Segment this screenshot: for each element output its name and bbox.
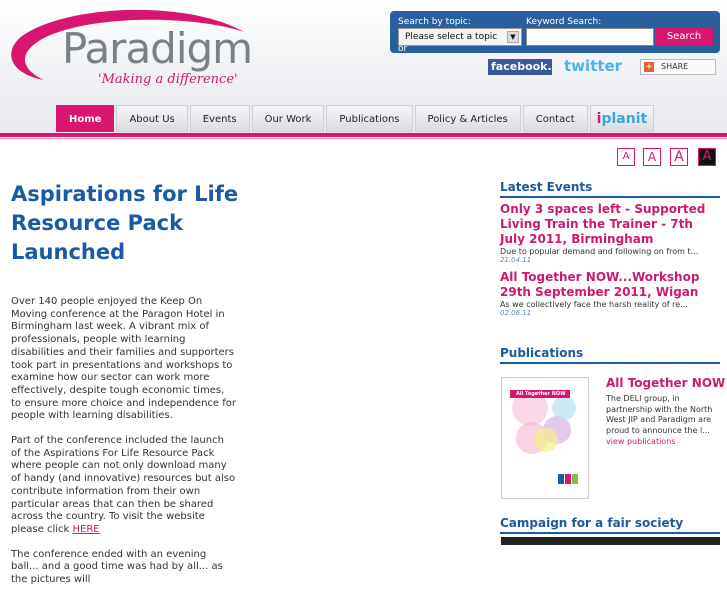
keyword-search-label: Keyword Search: <box>526 17 602 27</box>
search-panel <box>390 11 720 53</box>
plus-icon: + <box>645 62 653 72</box>
event-desc-1: Due to popular demand and following on from t... <box>500 247 699 256</box>
nav-divider <box>0 133 727 137</box>
campaign-banner-image[interactable] <box>501 537 720 545</box>
site-logo[interactable] <box>8 8 258 93</box>
publications-heading: Publications <box>500 346 720 364</box>
nav-divider-thin <box>0 138 727 139</box>
nav-contact[interactable]: Contact <box>523 105 588 132</box>
topic-search-label: Search by topic: <box>398 17 471 27</box>
text-size-small-button[interactable]: A <box>617 148 635 166</box>
logo-text: Paradigm <box>62 24 253 73</box>
search-button[interactable]: Search <box>655 28 713 46</box>
share-label: SHARE <box>661 62 689 71</box>
nav-policy-articles[interactable]: Policy & Articles <box>415 105 521 132</box>
article-paragraph-3: The conference ended with an evening ball... and a good time was had by all... as the pictures will <box>11 548 223 586</box>
event-title-1[interactable]: Only 3 spaces left - Supported Living Train the Trainer - 7th July 2011, Birmingham <box>500 202 706 246</box>
or-label: or <box>398 44 408 54</box>
nav-home[interactable]: Home <box>56 105 114 132</box>
publication-cover-title: All Together NOW <box>516 391 566 397</box>
campaign-section <box>500 516 720 534</box>
view-publications-link[interactable]: view publications <box>606 437 676 446</box>
iplanit-rest: planit <box>601 111 648 127</box>
event-date-1: 21.04.11 <box>500 256 532 264</box>
keyword-search-input[interactable] <box>526 28 654 46</box>
article-body <box>11 296 236 599</box>
nav-our-work[interactable]: Our Work <box>252 105 325 132</box>
nav-publications[interactable]: Publications <box>326 105 412 132</box>
event-desc-2: As we collectively face the harsh reality of re... <box>500 300 688 309</box>
text-size-medium-button[interactable]: A <box>643 148 661 166</box>
nav-iplanit[interactable] <box>590 105 655 132</box>
article-paragraph-2-text: Part of the conference included the launch of the Aspirations For Life Resource Pack where people can not only download many of handy (and innovative) resources but also contribute information from their own particular areas that can then be shared across the country. To visit the website please click <box>11 435 236 535</box>
event-title-2[interactable]: All Together NOW...Workshop 29th September 2011, Wigan <box>500 270 700 299</box>
publication-title[interactable]: All Together NOW <box>606 376 726 390</box>
event-date-2: 02.06.11 <box>500 309 532 317</box>
article-paragraph-2 <box>11 435 236 537</box>
facebook-link[interactable]: facebook. <box>488 59 552 75</box>
article-title: Aspirations for Life Resource Pack Launched <box>11 182 239 264</box>
nav-events[interactable]: Events <box>190 105 250 132</box>
share-button[interactable] <box>640 59 716 75</box>
here-link[interactable]: HERE <box>72 523 100 535</box>
twitter-link[interactable]: twitter <box>564 57 623 75</box>
topic-select-value: Please select a topic <box>405 32 498 42</box>
logo-tagline: 'Making a difference' <box>98 72 238 87</box>
publication-desc: The DELI group, in partnership with the North West JIP and Paradigm are proud to announce the l... <box>606 394 713 435</box>
chevron-down-icon: ▼ <box>507 31 519 43</box>
nav-about-us[interactable]: About Us <box>116 105 187 132</box>
publications-section <box>500 346 720 364</box>
topic-select[interactable] <box>398 28 522 46</box>
text-size-contrast-button[interactable]: A <box>698 148 716 166</box>
campaign-heading: Campaign for a fair society <box>500 516 720 534</box>
text-size-large-button[interactable]: A <box>670 148 688 166</box>
article-paragraph-1: Over 140 people enjoyed the Keep On Moving conference at the Paragon Hotel in Birmingham last week. A vibrant mix of professionals, people with learning disabilities and their families and supporters took part in presentations and workshops to examine how our sector can work more effectively, despite tough economic times, to ensure more choice and independence for people with learning disabilities. <box>11 296 236 422</box>
iplanit-prefix: i <box>596 111 602 127</box>
publication-cover-image[interactable] <box>501 377 589 499</box>
main-nav <box>56 105 654 133</box>
latest-events-heading: Latest Events <box>500 180 720 198</box>
latest-events-section <box>500 180 720 317</box>
